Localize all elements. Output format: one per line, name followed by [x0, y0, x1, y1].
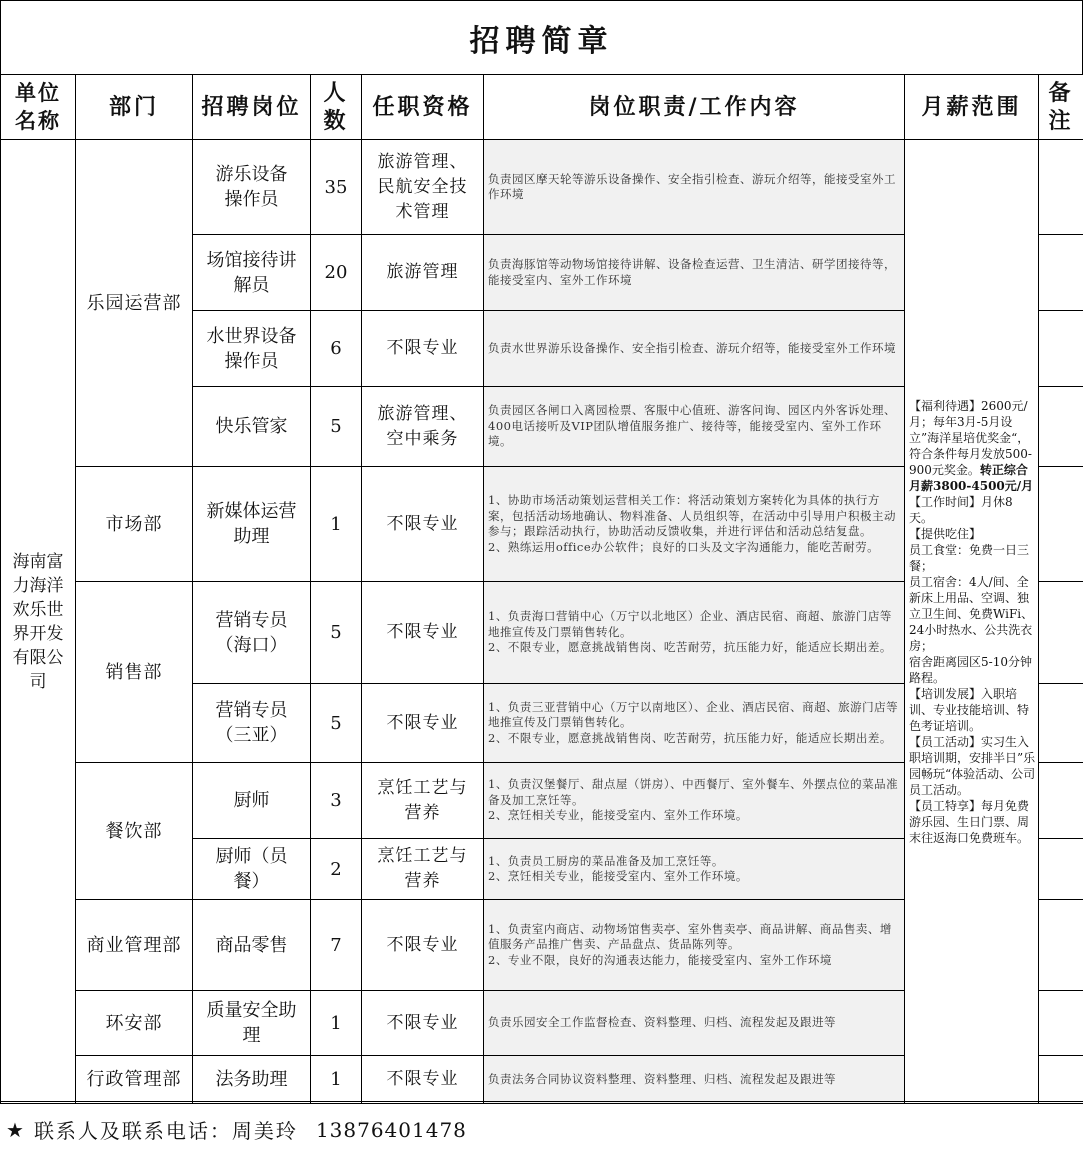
- count-cell: 5: [311, 684, 362, 763]
- dept-park: 乐园运营部: [76, 140, 193, 467]
- position-cell: 法务助理: [193, 1056, 311, 1104]
- contact-footer: [0, 1101, 1083, 1157]
- company-name: 海南富力海洋欢乐世界开发有限公司: [1, 140, 76, 1104]
- duty-cell: [484, 582, 905, 684]
- dept-safety: 环安部: [76, 991, 193, 1056]
- position-cell: 商品零售: [193, 900, 311, 991]
- duty-cell: [484, 839, 905, 900]
- count-cell: 3: [311, 763, 362, 839]
- duty-cell: [484, 387, 905, 467]
- position-cell: 厨师: [193, 763, 311, 839]
- page-title: 招聘简章: [470, 16, 614, 60]
- salary-dorm: 员工宿舍：4人/间、全新床上用品、空调、独立卫生间、免费WiFi、24小时热水、公共洗衣房；: [909, 574, 1036, 654]
- duty-cell: [484, 235, 905, 311]
- qualification-cell: 不限专业: [362, 900, 484, 991]
- duty-cell: [484, 991, 905, 1056]
- remark-cell: [1039, 1056, 1083, 1104]
- remark-cell: [1039, 991, 1083, 1056]
- count-cell: 20: [311, 235, 362, 311]
- position-cell: 厨师（员餐）: [193, 839, 311, 900]
- qualification-cell: 旅游管理: [362, 235, 484, 311]
- salary-monthly: 转正综合月薪3800-4500元/月: [909, 463, 1033, 493]
- position-cell: 快乐管家: [193, 387, 311, 467]
- header-qualification: 任职资格: [362, 75, 484, 140]
- duty-line: 负责乐园安全工作监督检查、资料整理、归档、流程发起及跟进等: [488, 1015, 900, 1031]
- position-cell: 营销专员（三亚）: [193, 684, 311, 763]
- duty-cell: [484, 763, 905, 839]
- qualification-cell: 不限专业: [362, 467, 484, 582]
- position-cell: 质量安全助理: [193, 991, 311, 1056]
- remark-cell: [1039, 311, 1083, 387]
- duty-cell: [484, 311, 905, 387]
- duty-cell: [484, 467, 905, 582]
- duty-line: 1、负责三亚营销中心（万宁以南地区）、企业、酒店民宿、商超、旅游门店等地推宣传及门票销售转化。: [488, 700, 900, 731]
- position-cell: 水世界设备操作员: [193, 311, 311, 387]
- qualification-cell: 旅游管理、民航安全技术管理: [362, 140, 484, 235]
- salary-board-title: 【提供吃住】: [909, 526, 1036, 542]
- duty-cell: [484, 900, 905, 991]
- count-cell: 1: [311, 1056, 362, 1104]
- dept-sales: 销售部: [76, 582, 193, 763]
- qualification-cell: 不限专业: [362, 684, 484, 763]
- duty-line: 1、负责海口营销中心（万宁以北地区）企业、酒店民宿、商超、旅游门店等地推宣传及门票销售转化。: [488, 609, 900, 640]
- star-icon: ★: [6, 1118, 24, 1142]
- duty-line: 负责园区摩天轮等游乐设备操作、安全指引检查、游玩介绍等，能接受室外工作环境: [488, 172, 900, 203]
- duty-line: 负责水世界游乐设备操作、安全指引检查、游玩介绍等，能接受室外工作环境: [488, 341, 900, 357]
- remark-cell: [1039, 140, 1083, 235]
- duty-cell: [484, 1056, 905, 1104]
- count-cell: 1: [311, 991, 362, 1056]
- remark-cell: [1039, 582, 1083, 684]
- remark-cell: [1039, 387, 1083, 467]
- duty-line: 2、专业不限，良好的沟通表达能力，能接受室内、室外工作环境: [488, 953, 900, 969]
- contact-label: 联系人及联系电话：周美玲: [34, 1115, 298, 1144]
- duty-line: 2、熟练运用office办公软件；良好的口头及文字沟通能力，能吃苦耐劳。: [488, 540, 900, 556]
- qualification-cell: 不限专业: [362, 991, 484, 1056]
- table-row: [1, 140, 1083, 235]
- duty-cell: [484, 684, 905, 763]
- duty-line: 2、不限专业，愿意挑战销售岗、吃苦耐劳，抗压能力好，能适应长期出差。: [488, 731, 900, 747]
- header-count: 人数: [311, 75, 362, 140]
- dept-commerce: 商业管理部: [76, 900, 193, 991]
- header-dept: 部门: [76, 75, 193, 140]
- contact-phone: 13876401478: [316, 1118, 467, 1142]
- qualification-cell: 不限专业: [362, 582, 484, 684]
- duty-line: 2、烹饪相关专业，能接受室内、室外工作环境。: [488, 869, 900, 885]
- qualification-cell: 旅游管理、空中乘务: [362, 387, 484, 467]
- duty-line: 2、烹饪相关专业，能接受室内、室外工作环境。: [488, 808, 900, 824]
- title-bar: [0, 0, 1083, 74]
- salary-cell: [905, 140, 1039, 1104]
- qualification-cell: 不限专业: [362, 311, 484, 387]
- dept-market: 市场部: [76, 467, 193, 582]
- count-cell: 1: [311, 467, 362, 582]
- dept-catering: 餐饮部: [76, 763, 193, 900]
- remark-cell: [1039, 467, 1083, 582]
- salary-activities: 【员工活动】实习生入职培训期，安排半日”乐园畅玩“体验活动、公司员工活动。: [909, 734, 1036, 798]
- salary-perks: 【员工特享】每月免费游乐园、生日门票、周末往返海口免费班车。: [909, 798, 1036, 846]
- duty-line: 负责园区各闸口入离园检票、客服中心值班、游客问询、园区内外客诉处理、400电话接听及VIP团队增值服务推广、接待等，能接受室内、室外工作环境。: [488, 403, 900, 450]
- salary-dorm-distance: 宿舍距离园区5-10分钟路程。: [909, 654, 1036, 686]
- position-cell: 新媒体运营助理: [193, 467, 311, 582]
- remark-cell: [1039, 763, 1083, 839]
- header-unit: 单位名称: [1, 75, 76, 140]
- header-row: [1, 75, 1083, 140]
- header-position: 招聘岗位: [193, 75, 311, 140]
- count-cell: 5: [311, 582, 362, 684]
- count-cell: 2: [311, 839, 362, 900]
- qualification-cell: 烹饪工艺与营养: [362, 763, 484, 839]
- duty-line: 1、负责汉堡餐厅、甜点屋（饼房）、中西餐厅、室外餐车、外摆点位的菜品准备及加工烹饪等。: [488, 777, 900, 808]
- duty-line: 负责海豚馆等动物场馆接待讲解、设备检查运营、卫生清洁、研学团接待等，能接受室内、室外工作环境: [488, 257, 900, 288]
- salary-canteen: 员工食堂：免费一日三餐；: [909, 542, 1036, 574]
- salary-welfare: 【福利待遇】2600元/月；每年3月-5月设立”海洋星培优奖金“，符合条件每月发放500-900元奖金。转正综合月薪3800-4500元/月: [909, 398, 1036, 494]
- count-cell: 35: [311, 140, 362, 235]
- qualification-cell: 烹饪工艺与营养: [362, 839, 484, 900]
- position-cell: 营销专员（海口）: [193, 582, 311, 684]
- position-cell: 游乐设备操作员: [193, 140, 311, 235]
- duty-line: 2、不限专业，愿意挑战销售岗、吃苦耐劳，抗压能力好，能适应长期出差。: [488, 640, 900, 656]
- remark-cell: [1039, 900, 1083, 991]
- remark-cell: [1039, 839, 1083, 900]
- recruitment-table: [0, 74, 1083, 1104]
- salary-hours: 【工作时间】月休8天。: [909, 494, 1036, 526]
- qualification-cell: 不限专业: [362, 1056, 484, 1104]
- duty-cell: [484, 140, 905, 235]
- remark-cell: [1039, 235, 1083, 311]
- duty-line: 1、负责员工厨房的菜品准备及加工烹饪等。: [488, 854, 900, 870]
- header-duties: 岗位职责/工作内容: [484, 75, 905, 140]
- duty-line: 负责法务合同协议资料整理、资料整理、归档、流程发起及跟进等: [488, 1072, 900, 1088]
- header-salary: 月薪范围: [905, 75, 1039, 140]
- duty-line: 1、协助市场活动策划运营相关工作：将活动策划方案转化为具体的执行方案，包括活动场地确认、物料准备、人员组织等，在活动中引导用户积极主动参与；跟踪活动执行，协助活动反馈收集，并进行评估和活动总结复盘。: [488, 493, 900, 540]
- count-cell: 7: [311, 900, 362, 991]
- duty-line: 1、负责室内商店、动物场馆售卖亭、室外售卖亭、商品讲解、商品售卖、增值服务产品推广售卖、产品盘点、货品陈列等。: [488, 922, 900, 953]
- salary-training: 【培训发展】入职培训、专业技能培训、特色考证培训。: [909, 686, 1036, 734]
- header-remark: 备注: [1039, 75, 1083, 140]
- count-cell: 6: [311, 311, 362, 387]
- remark-cell: [1039, 684, 1083, 763]
- dept-admin: 行政管理部: [76, 1056, 193, 1104]
- position-cell: 场馆接待讲解员: [193, 235, 311, 311]
- count-cell: 5: [311, 387, 362, 467]
